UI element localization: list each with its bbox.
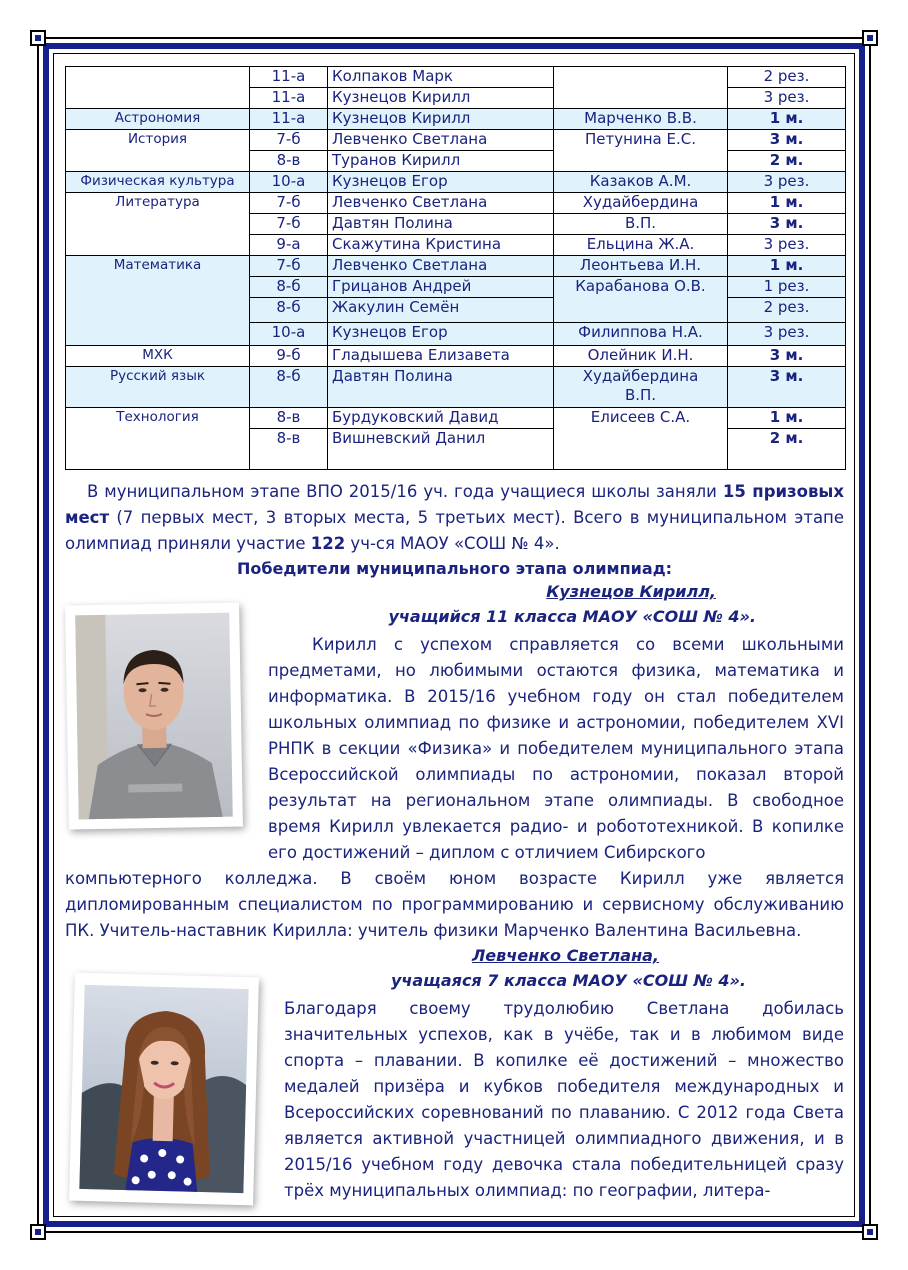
result-cell: 2 рез. xyxy=(728,298,846,323)
summary-highlight-places: 15 призовых мест xyxy=(65,482,844,527)
winner1-subtitle: учащийся 11 класса МАОУ «СОШ № 4». xyxy=(388,607,756,626)
class-cell: 9-б xyxy=(250,346,328,367)
student-name-cell: Давтян Полина xyxy=(328,214,554,235)
result-cell: 3 рез. xyxy=(728,323,846,346)
border-corner-ornament xyxy=(862,30,878,46)
winners-heading: Победители муниципального этапа олимпиад: xyxy=(236,559,673,578)
winner1-photo xyxy=(65,602,243,829)
student-name-cell: Кузнецов Егор xyxy=(328,323,554,346)
student-name-cell: Скажутина Кристина xyxy=(328,235,554,256)
table-row xyxy=(66,130,846,151)
class-cell: 8-б xyxy=(250,277,328,298)
table-row xyxy=(66,172,846,193)
winner2-description: Благодаря своему трудолюбию Светлана добилась значительных успехов, как в учёбе, так и в любимом виде спорта – плавании. В копилке её достижений – множество медалей призёра и кубков победителя международных и Всероссийских соревнований по плаванию. С 2012 года Света является активной участницей олимпиадного движения, и в 2015/16 учебном году девочка стала победительницей сразу трёх муниципальных олимпиад: по географии, литера- xyxy=(284,999,844,1200)
result-cell: 3 м. xyxy=(728,367,846,408)
subject-cell: Литература xyxy=(66,193,250,256)
class-cell: 10-а xyxy=(250,172,328,193)
class-cell: 8-б xyxy=(250,298,328,323)
teacher-cell: Худайбердина xyxy=(554,193,728,214)
result-cell: 2 м. xyxy=(728,429,846,470)
summary-text: В муниципальном этапе ВПО 2015/16 уч. года учащиеся школы заняли xyxy=(87,482,723,501)
result-cell: 1 м. xyxy=(728,193,846,214)
teacher-cell: Ельцина Ж.А. xyxy=(554,235,728,256)
portrait-image xyxy=(69,973,259,1206)
student-name-cell: Жакулин Семён xyxy=(328,298,554,323)
winner1-description: Кирилл с успехом справляется со всеми школьными предметами, но любимыми остаются физика, математика и информатика. В 2015/16 учебном году он стал победителем школьных олимпиад по физике и астрономии, победителем XVI РНПК в секции «Физика» и победителем муниципального этапа Всероссийской олимпиады по астрономии, показал второй результат на региональном этапе олимпиады. В свободное время Кирилл увлекается радио- и робототехникой. В копилке его достижений – диплом с отличием Сибирского xyxy=(268,635,844,862)
table-row xyxy=(66,367,846,408)
winner1-name: Кузнецов Кирилл, xyxy=(546,582,716,601)
table-row xyxy=(66,256,846,277)
student-name-cell: Колпаков Марк xyxy=(328,67,554,88)
table-row xyxy=(66,67,846,88)
teacher-cell: Петунина Е.С. xyxy=(554,130,728,172)
winner2-name: Левченко Светлана, xyxy=(471,946,659,965)
summary-text: уч-ся МАОУ «СОШ № 4». xyxy=(345,534,560,553)
result-cell: 2 м. xyxy=(728,151,846,172)
table-row xyxy=(66,346,846,367)
table-row xyxy=(66,408,846,429)
student-name-cell: Грицанов Андрей xyxy=(328,277,554,298)
teacher-cell: Казаков А.М. xyxy=(554,172,728,193)
teacher-cell: Олейник И.Н. xyxy=(554,346,728,367)
teacher-cell: В.П. xyxy=(554,214,728,235)
class-cell: 7-б xyxy=(250,130,328,151)
result-cell: 3 м. xyxy=(728,346,846,367)
result-cell: 1 м. xyxy=(728,256,846,277)
subject-cell: Технология xyxy=(66,408,250,470)
class-cell: 9-а xyxy=(250,235,328,256)
student-name-cell: Левченко Светлана xyxy=(328,256,554,277)
class-cell: 8-в xyxy=(250,429,328,470)
teacher-cell: Леонтьева И.Н. xyxy=(554,256,728,277)
border-corner-ornament xyxy=(30,30,46,46)
student-name-cell: Вишневский Данил xyxy=(328,429,554,470)
result-cell: 3 м. xyxy=(728,130,846,151)
class-cell: 8-б xyxy=(250,367,328,408)
student-name-cell: Левченко Светлана xyxy=(328,193,554,214)
teacher-cell xyxy=(554,67,728,109)
teacher-cell: Елисеев С.А. xyxy=(554,408,728,470)
table-row xyxy=(66,109,846,130)
winner2-photo xyxy=(69,973,259,1206)
class-cell: 8-в xyxy=(250,408,328,429)
winner1-description-continued: компьютерного колледжа. В своём юном возрасте Кирилл уже является дипломированным специалистом по программированию и сервисному обслуживанию ПК. Учитель-наставник Кирилла: учитель физики Марченко Валентина Васильевна. xyxy=(65,869,844,940)
subject-cell: История xyxy=(66,130,250,172)
class-cell: 8-в xyxy=(250,151,328,172)
subject-cell: Русский язык xyxy=(66,367,250,408)
subject-cell xyxy=(66,67,250,109)
subject-cell: Астрономия xyxy=(66,109,250,130)
class-cell: 11-а xyxy=(250,88,328,109)
teacher-cell xyxy=(554,367,728,408)
table-row xyxy=(66,193,846,214)
student-name-cell: Кузнецов Егор xyxy=(328,172,554,193)
summary-highlight-count: 122 xyxy=(310,534,346,553)
class-cell: 10-а xyxy=(250,323,328,346)
olympiad-results-table xyxy=(65,66,846,470)
subject-cell: Физическая культура xyxy=(66,172,250,193)
student-name-cell: Кузнецов Кирилл xyxy=(328,88,554,109)
summary-text: (7 первых мест, 3 вторых места, 5 третьих мест). Всего в муниципальном этапе олимпиад приняли участие xyxy=(65,508,844,553)
student-name-cell: Кузнецов Кирилл xyxy=(328,109,554,130)
class-cell: 11-а xyxy=(250,67,328,88)
subject-cell: МХК xyxy=(66,346,250,367)
result-cell: 1 м. xyxy=(728,408,846,429)
border-corner-ornament xyxy=(862,1224,878,1240)
class-cell: 7-б xyxy=(250,193,328,214)
portrait-image xyxy=(65,602,243,829)
teacher-cell: Филиппова Н.А. xyxy=(554,323,728,346)
student-name-cell: Гладышева Елизавета xyxy=(328,346,554,367)
student-name-cell: Левченко Светлана xyxy=(328,130,554,151)
result-cell: 3 м. xyxy=(728,214,846,235)
class-cell: 7-б xyxy=(250,256,328,277)
teacher-initials-line: В.П. xyxy=(624,386,657,404)
class-cell: 7-б xyxy=(250,214,328,235)
result-cell: 3 рез. xyxy=(728,172,846,193)
class-cell: 11-а xyxy=(250,109,328,130)
subject-cell: Математика xyxy=(66,256,250,346)
result-cell: 3 рез. xyxy=(728,88,846,109)
teacher-name-line: Худайбердина xyxy=(582,367,699,385)
teacher-cell: Марченко В.В. xyxy=(554,109,728,130)
result-cell: 3 рез. xyxy=(728,235,846,256)
student-name-cell: Туранов Кирилл xyxy=(328,151,554,172)
winner2-subtitle: учащаяся 7 класса МАОУ «СОШ № 4». xyxy=(390,971,746,990)
student-name-cell: Давтян Полина xyxy=(328,367,554,408)
result-cell: 2 рез. xyxy=(728,67,846,88)
border-corner-ornament xyxy=(30,1224,46,1240)
student-name-cell: Бурдуковский Давид xyxy=(328,408,554,429)
summary-paragraph xyxy=(65,479,844,557)
result-cell: 1 м. xyxy=(728,109,846,130)
result-cell: 1 рез. xyxy=(728,277,846,298)
teacher-cell: Карабанова О.В. xyxy=(554,277,728,323)
